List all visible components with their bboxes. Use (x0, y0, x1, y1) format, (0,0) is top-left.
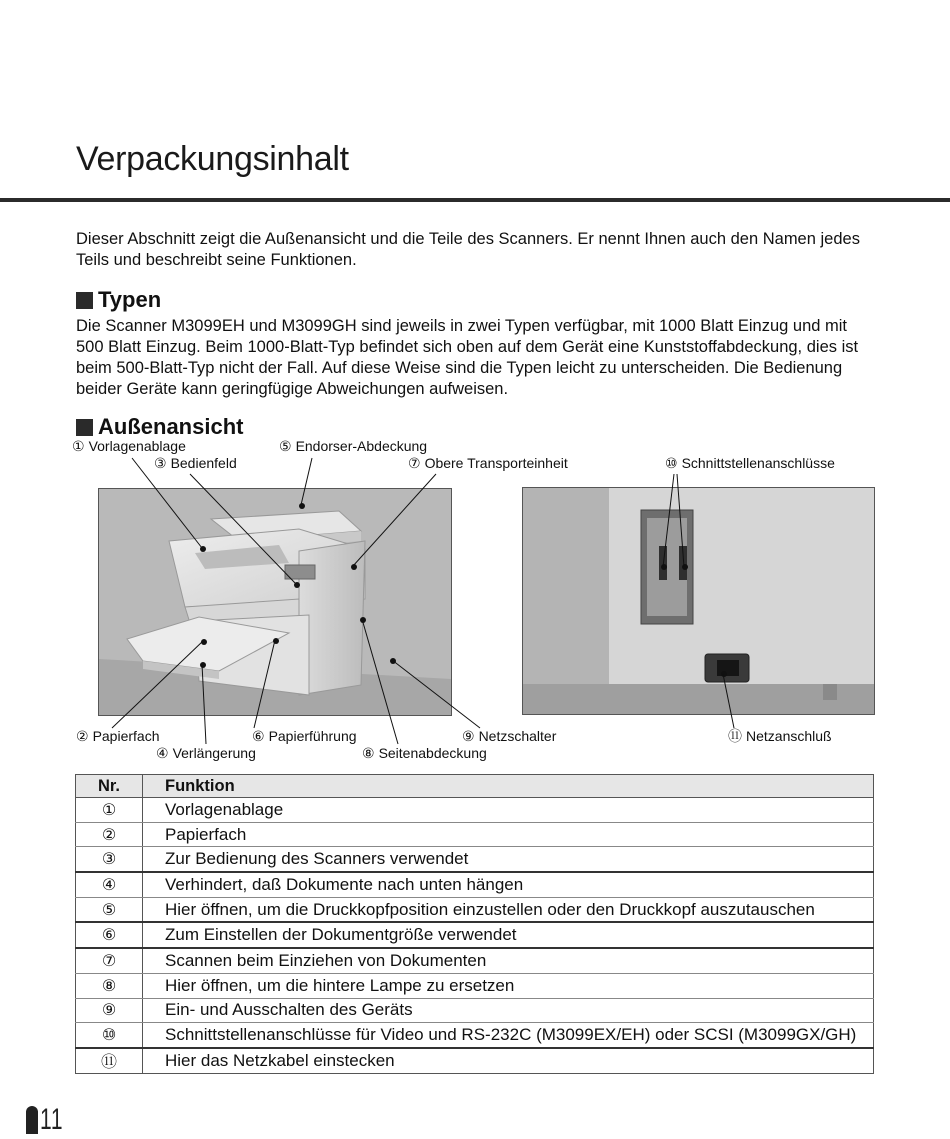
table-row (76, 973, 874, 998)
table-cell-function: Ein- und Ausschalten des Geräts (143, 998, 874, 1023)
table-row (76, 798, 874, 823)
page-tab-icon (26, 1106, 38, 1134)
table-row (76, 998, 874, 1023)
callout-bedienfeld: ③ Bedienfeld (154, 455, 237, 471)
page-number-label: 11 (40, 1103, 64, 1136)
table-cell-nr: ⑤ (76, 897, 143, 922)
page-title: Verpackungsinhalt (76, 140, 349, 178)
table-cell-nr: ⑪ (76, 1048, 143, 1073)
title-divider (0, 198, 950, 202)
heading-square-icon (76, 292, 93, 309)
table-cell-function: Zur Bedienung des Scanners verwendet (143, 847, 874, 872)
table-row (76, 1048, 874, 1073)
section-heading-types (76, 287, 161, 313)
table-cell-function: Verhindert, daß Dokumente nach unten hängen (143, 872, 874, 897)
table-row (76, 897, 874, 922)
table-cell-nr: ⑥ (76, 922, 143, 948)
intro-paragraph: Dieser Abschnitt zeigt die Außenansicht und die Teile des Scanners. Er nennt Ihnen auch den Namen jedes Teils und beschreibt seine Funktionen. (76, 230, 860, 269)
table-cell-nr: ⑩ (76, 1023, 143, 1048)
types-paragraph: Die Scanner M3099EH und M3099GH sind jeweils in zwei Typen verfügbar, mit 1000 Blatt Einzug und mit 500 Blatt Einzug. Beim 1000-Blatt-Typ befindet sich oben auf dem Gerät eine Kunststoffabdeckung, dies ist beim 500-Blatt-Typ nicht der Fall. Auf diese Weise sind die Typen leicht zu unterscheiden. Die Bedienung beider Geräte kann geringfügige Abweichungen aufweisen. (76, 317, 859, 398)
table-header-nr: Nr. (76, 775, 143, 798)
callout-netzschalter: ⑨ Netzschalter (462, 728, 557, 744)
callout-netzanschluss: ⑪ Netzanschluß (728, 728, 832, 744)
table-row (76, 822, 874, 847)
table-cell-function: Schnittstellenanschlüsse für Video und RS-232C (M3099EX/EH) oder SCSI (M3099GX/GH) (143, 1023, 874, 1048)
callout-papierfach: ② Papierfach (76, 728, 160, 744)
table-cell-function: Zum Einstellen der Dokumentgröße verwendet (143, 922, 874, 948)
callout-obere-transporteinheit: ⑦ Obere Transporteinheit (408, 455, 568, 471)
callout-vorlagenablage: ① Vorlagenablage (72, 438, 186, 454)
table-cell-function: Vorlagenablage (143, 798, 874, 823)
section-heading-exterior-label: Außenansicht (98, 414, 244, 439)
callout-leader-lines (0, 430, 950, 770)
table-row (76, 948, 874, 973)
callout-seitenabdeckung: ⑧ Seitenabdeckung (362, 745, 487, 761)
callout-verlaengerung: ④ Verlängerung (156, 745, 256, 761)
table-cell-nr: ③ (76, 847, 143, 872)
table-cell-nr: ⑧ (76, 973, 143, 998)
table-row (76, 847, 874, 872)
table-cell-function: Scannen beim Einziehen von Dokumenten (143, 948, 874, 973)
table-header-function: Funktion (143, 775, 874, 798)
table-header-row (76, 775, 874, 798)
table-cell-nr: ⑨ (76, 998, 143, 1023)
table-cell-nr: ⑦ (76, 948, 143, 973)
callout-endorser-abdeckung: ⑤ Endorser-Abdeckung (279, 438, 428, 454)
table-cell-nr: ② (76, 822, 143, 847)
table-cell-function: Papierfach (143, 822, 874, 847)
table-cell-nr: ① (76, 798, 143, 823)
page-number (26, 1103, 73, 1136)
function-table (75, 774, 874, 1074)
table-cell-function: Hier öffnen, um die Druckkopfposition einzustellen oder den Druckkopf auszutauschen (143, 897, 874, 922)
section-heading-types-label: Typen (98, 287, 162, 312)
callout-papierfuehrung: ⑥ Papierführung (252, 728, 357, 744)
callout-schnittstellenanschluesse: ⑩ Schnittstellenanschlüsse (665, 455, 835, 471)
table-row (76, 872, 874, 897)
table-cell-function: Hier öffnen, um die hintere Lampe zu ersetzen (143, 973, 874, 998)
table-row (76, 1023, 874, 1048)
table-cell-nr: ④ (76, 872, 143, 897)
table-row (76, 922, 874, 948)
table-cell-function: Hier das Netzkabel einstecken (143, 1048, 874, 1073)
